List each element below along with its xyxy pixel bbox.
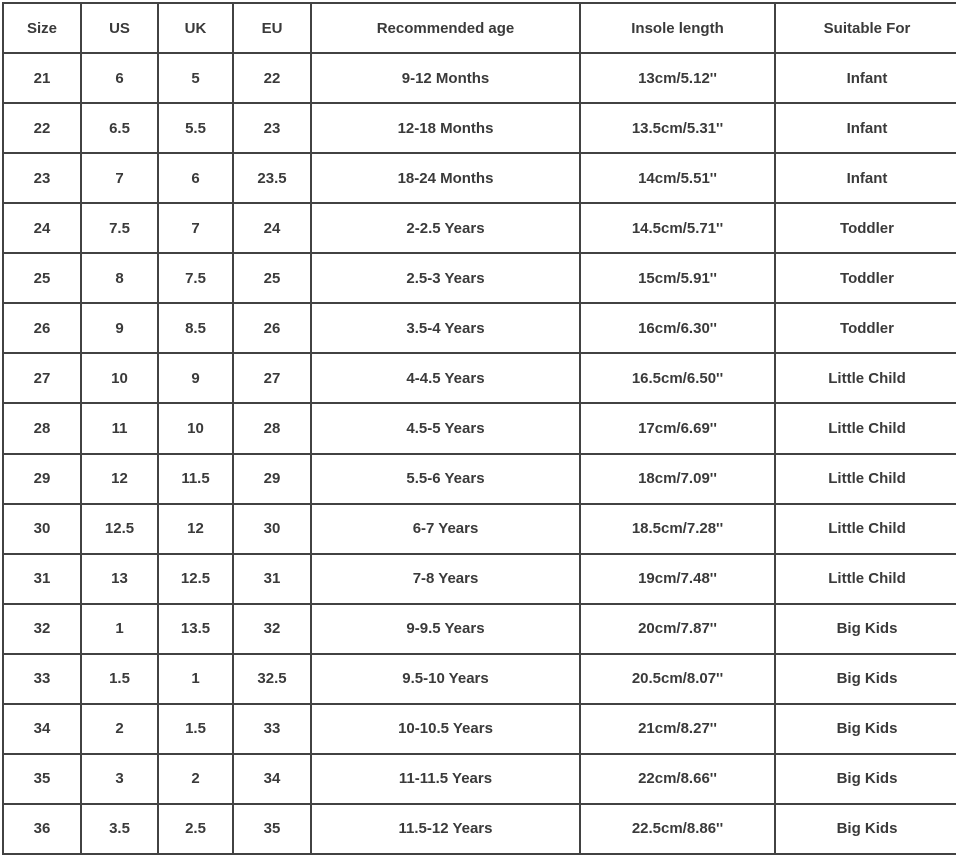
table-cell: 10 [158, 403, 233, 453]
table-cell: 5.5-6 Years [311, 454, 580, 504]
table-row [3, 754, 956, 804]
table-cell: Toddler [775, 203, 956, 253]
size-chart-table [2, 2, 956, 855]
table-cell: 12.5 [158, 554, 233, 604]
table-cell: 20cm/7.87'' [580, 604, 775, 654]
table-cell: 23 [3, 153, 81, 203]
table-cell: 32.5 [233, 654, 311, 704]
table-cell: 11-11.5 Years [311, 754, 580, 804]
table-row [3, 53, 956, 103]
table-cell: 18-24 Months [311, 153, 580, 203]
table-cell: 21cm/8.27'' [580, 704, 775, 754]
table-cell: 10 [81, 353, 158, 403]
table-cell: 22cm/8.66'' [580, 754, 775, 804]
table-cell: 6.5 [81, 103, 158, 153]
table-row [3, 103, 956, 153]
table-cell: 11.5-12 Years [311, 804, 580, 854]
table-cell: Infant [775, 153, 956, 203]
table-cell: 18cm/7.09'' [580, 454, 775, 504]
table-cell: Infant [775, 53, 956, 103]
table-cell: 2 [158, 754, 233, 804]
table-cell: 5.5 [158, 103, 233, 153]
table-row [3, 504, 956, 554]
table-cell: 12-18 Months [311, 103, 580, 153]
table-cell: 3 [81, 754, 158, 804]
column-header: EU [233, 3, 311, 53]
table-cell: 31 [3, 554, 81, 604]
table-cell: 16cm/6.30'' [580, 303, 775, 353]
table-cell: 24 [233, 203, 311, 253]
table-cell: 11 [81, 403, 158, 453]
table-cell: 19cm/7.48'' [580, 554, 775, 604]
header-row [3, 3, 956, 53]
table-cell: 6-7 Years [311, 504, 580, 554]
table-cell: Big Kids [775, 804, 956, 854]
table-cell: 2 [81, 704, 158, 754]
table-cell: 12.5 [81, 504, 158, 554]
table-cell: Big Kids [775, 654, 956, 704]
table-row [3, 353, 956, 403]
table-cell: Big Kids [775, 604, 956, 654]
table-row [3, 604, 956, 654]
table-row [3, 153, 956, 203]
table-cell: 4.5-5 Years [311, 403, 580, 453]
table-cell: 22.5cm/8.86'' [580, 804, 775, 854]
table-cell: 28 [233, 403, 311, 453]
table-cell: 8.5 [158, 303, 233, 353]
table-cell: 6 [158, 153, 233, 203]
table-cell: 34 [233, 754, 311, 804]
table-cell: 3.5 [81, 804, 158, 854]
table-cell: 7 [158, 203, 233, 253]
table-cell: 12 [81, 454, 158, 504]
table-cell: 3.5-4 Years [311, 303, 580, 353]
table-row [3, 403, 956, 453]
table-cell: 34 [3, 704, 81, 754]
table-cell: 7.5 [81, 203, 158, 253]
table-cell: Toddler [775, 303, 956, 353]
table-cell: 25 [233, 253, 311, 303]
table-cell: Toddler [775, 253, 956, 303]
table-cell: 15cm/5.91'' [580, 253, 775, 303]
table-row [3, 303, 956, 353]
table-row [3, 704, 956, 754]
table-cell: 22 [3, 103, 81, 153]
table-cell: Infant [775, 103, 956, 153]
table-cell: 7 [81, 153, 158, 203]
column-header: Suitable For [775, 3, 956, 53]
table-cell: 9-9.5 Years [311, 604, 580, 654]
table-cell: 1 [81, 604, 158, 654]
table-cell: 1 [158, 654, 233, 704]
table-cell: 28 [3, 403, 81, 453]
table-cell: 23 [233, 103, 311, 153]
table-row [3, 554, 956, 604]
table-cell: 32 [3, 604, 81, 654]
column-header: Size [3, 3, 81, 53]
table-cell: 32 [233, 604, 311, 654]
column-header: Recommended age [311, 3, 580, 53]
table-cell: 5 [158, 53, 233, 103]
table-cell: 30 [233, 504, 311, 554]
table-cell: Little Child [775, 454, 956, 504]
table-cell: 2.5 [158, 804, 233, 854]
table-cell: 36 [3, 804, 81, 854]
table-cell: 26 [3, 303, 81, 353]
table-cell: 18.5cm/7.28'' [580, 504, 775, 554]
column-header: Insole length [580, 3, 775, 53]
table-cell: Little Child [775, 353, 956, 403]
table-cell: 27 [233, 353, 311, 403]
table-cell: 9 [158, 353, 233, 403]
table-cell: 13cm/5.12'' [580, 53, 775, 103]
table-cell: 2.5-3 Years [311, 253, 580, 303]
table-cell: 22 [233, 53, 311, 103]
column-header: US [81, 3, 158, 53]
table-cell: 25 [3, 253, 81, 303]
table-cell: 10-10.5 Years [311, 704, 580, 754]
table-cell: 23.5 [233, 153, 311, 203]
table-cell: 12 [158, 504, 233, 554]
table-cell: 8 [81, 253, 158, 303]
table-cell: 30 [3, 504, 81, 554]
table-cell: 7.5 [158, 253, 233, 303]
table-cell: 24 [3, 203, 81, 253]
table-cell: 35 [3, 754, 81, 804]
table-cell: 1.5 [158, 704, 233, 754]
table-cell: 7-8 Years [311, 554, 580, 604]
table-cell: 35 [233, 804, 311, 854]
table-cell: 20.5cm/8.07'' [580, 654, 775, 704]
table-cell: 17cm/6.69'' [580, 403, 775, 453]
table-row [3, 253, 956, 303]
table-row [3, 804, 956, 854]
table-cell: 27 [3, 353, 81, 403]
table-cell: Little Child [775, 554, 956, 604]
table-body [3, 53, 956, 854]
table-cell: Big Kids [775, 704, 956, 754]
table-cell: 4-4.5 Years [311, 353, 580, 403]
table-cell: 1.5 [81, 654, 158, 704]
table-cell: 13.5cm/5.31'' [580, 103, 775, 153]
table-cell: 33 [233, 704, 311, 754]
table-cell: 31 [233, 554, 311, 604]
table-cell: 6 [81, 53, 158, 103]
table-cell: Little Child [775, 403, 956, 453]
column-header: UK [158, 3, 233, 53]
table-cell: 11.5 [158, 454, 233, 504]
table-cell: Big Kids [775, 754, 956, 804]
table-row [3, 203, 956, 253]
table-cell: 9.5-10 Years [311, 654, 580, 704]
table-cell: 13.5 [158, 604, 233, 654]
table-cell: 29 [3, 454, 81, 504]
table-cell: 21 [3, 53, 81, 103]
table-cell: 16.5cm/6.50'' [580, 353, 775, 403]
table-cell: 9-12 Months [311, 53, 580, 103]
table-cell: 2-2.5 Years [311, 203, 580, 253]
table-row [3, 654, 956, 704]
table-cell: 9 [81, 303, 158, 353]
table-cell: 29 [233, 454, 311, 504]
table-cell: 14.5cm/5.71'' [580, 203, 775, 253]
table-cell: 33 [3, 654, 81, 704]
table-cell: 26 [233, 303, 311, 353]
table-cell: 14cm/5.51'' [580, 153, 775, 203]
table-cell: Little Child [775, 504, 956, 554]
table-cell: 13 [81, 554, 158, 604]
table-row [3, 454, 956, 504]
